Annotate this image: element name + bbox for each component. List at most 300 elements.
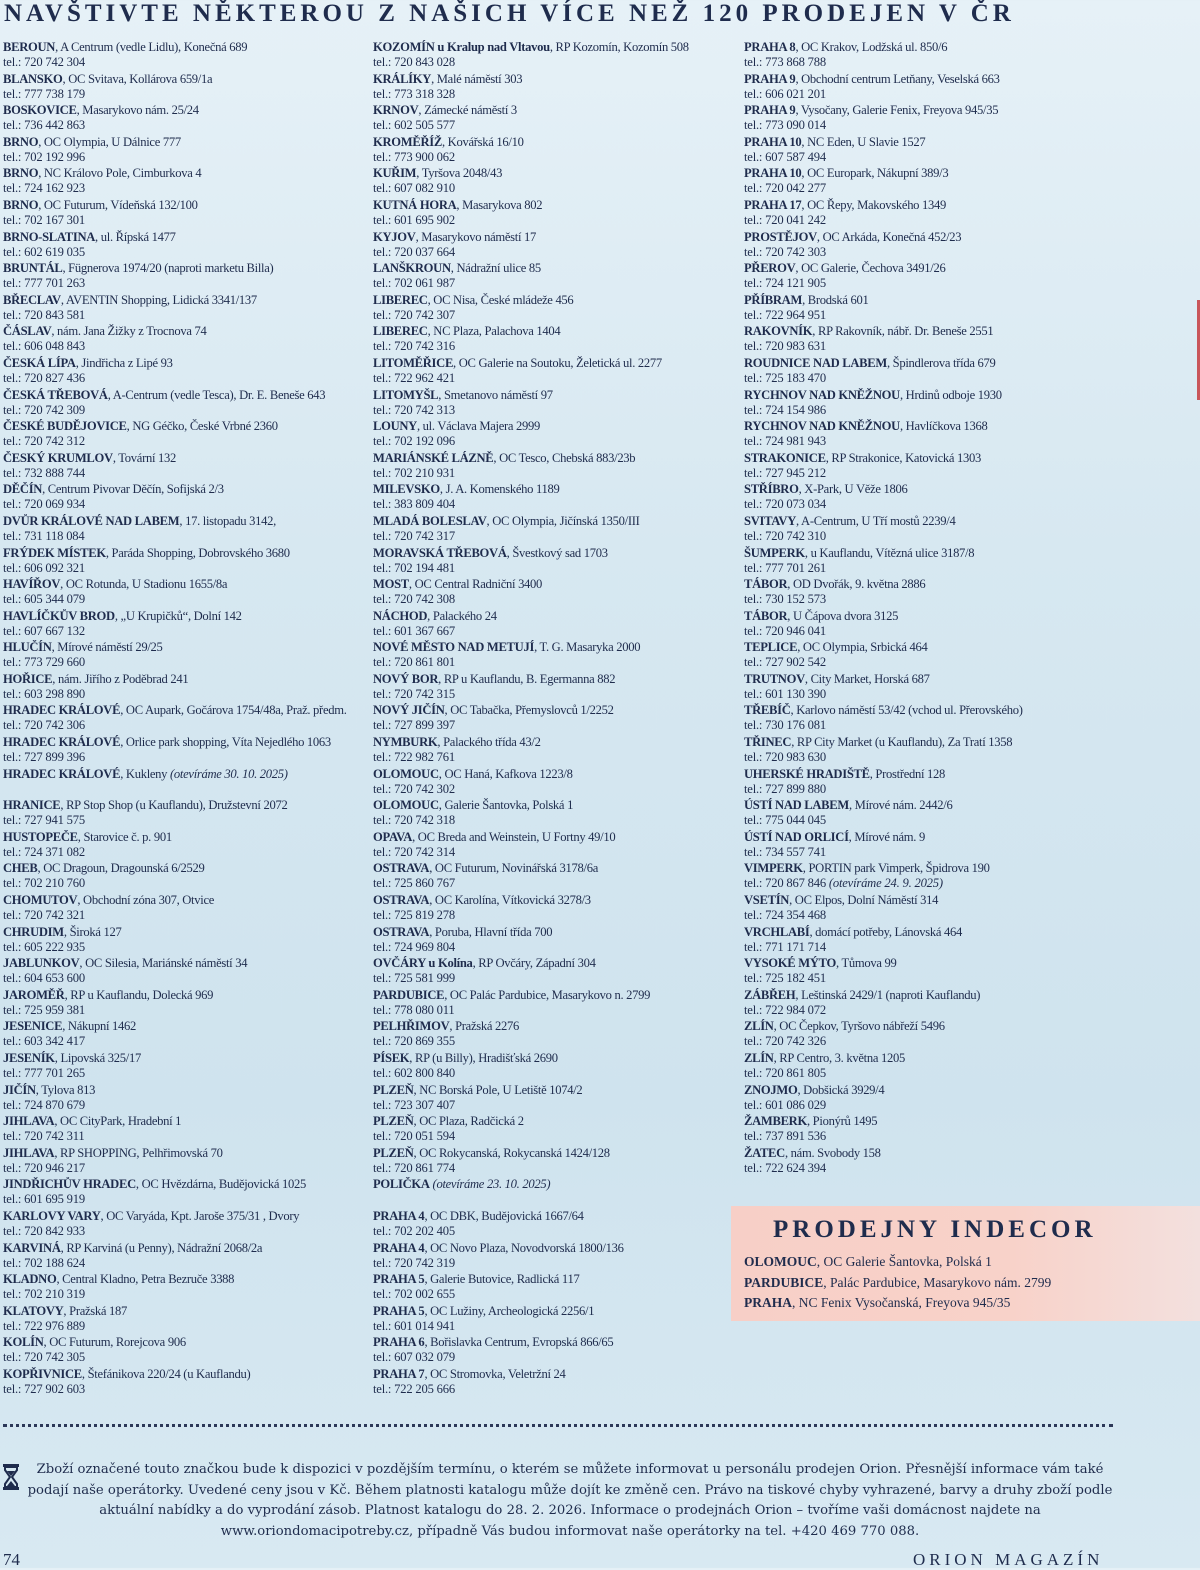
store-city: PRAHA 7 [373, 1366, 425, 1381]
store-name-address [3, 514, 368, 529]
store-name-address [373, 672, 738, 687]
store-entry [3, 135, 368, 167]
store-name-address [373, 1051, 738, 1066]
store-city: TÁBOR [744, 608, 788, 623]
store-entry [744, 640, 1164, 672]
store-address: , Fügnerova 1974/20 (naproti marketu Billa) [62, 261, 274, 276]
store-address: , Masarykovo nám. 25/24 [76, 103, 199, 118]
store-city: OPAVA [373, 829, 413, 844]
store-address: , Havlíčkova 1368 [899, 419, 988, 434]
store-phone [3, 908, 368, 923]
store-entry [744, 482, 1164, 514]
store-phone [744, 1034, 1164, 1049]
store-city: ČESKÝ KRUMLOV [3, 450, 113, 465]
store-phone [3, 466, 368, 481]
store-phone [373, 845, 738, 860]
store-phone-number: tel.: 727 902 603 [3, 1381, 85, 1396]
store-address: , Špindlerova třída 679 [886, 355, 996, 370]
store-city: KARVINÁ [3, 1240, 61, 1255]
store-entry [3, 230, 368, 262]
store-phone-number: tel.: 607 667 132 [3, 623, 85, 638]
store-address: , Švestkový sad 1703 [506, 545, 608, 560]
store-entry [744, 230, 1164, 262]
store-address: , Masarykovo náměstí 17 [415, 229, 537, 244]
store-city: NOVÝ JIČÍN [373, 703, 445, 718]
store-city: KOLÍN [3, 1335, 44, 1350]
store-name-address [3, 293, 368, 308]
page-number: 74 [3, 1550, 20, 1569]
store-city: PRAHA 9 [744, 71, 796, 86]
store-phone [744, 940, 1164, 955]
store-name-address [373, 640, 738, 655]
store-city: LITOMĚŘICE [373, 355, 454, 370]
store-address: , OC Olympia, Srbická 464 [797, 640, 928, 655]
store-city: PLZEŇ [373, 1082, 414, 1097]
store-name-address [373, 1272, 738, 1287]
store-phone [373, 624, 738, 639]
store-phone-number: tel.: 720 861 805 [744, 1066, 826, 1080]
store-city: ÚSTÍ NAD ORLICÍ [744, 829, 849, 844]
store-phone [744, 213, 1164, 228]
store-city: ČESKÁ LÍPA [3, 355, 76, 370]
store-address: , Pražská 2276 [449, 1019, 519, 1034]
store-entry [744, 1114, 1164, 1146]
store-phone-number: tel.: 720 742 303 [744, 244, 826, 259]
store-entry [3, 198, 368, 230]
store-address: , nám. Jiřího z Poděbrad 241 [52, 671, 189, 686]
store-entry [373, 577, 738, 609]
store-address: , Široká 127 [63, 924, 122, 939]
store-name-address [744, 925, 1164, 940]
store-phone [373, 876, 738, 891]
store-entry [744, 925, 1164, 957]
store-phone [373, 782, 738, 797]
store-name-address [373, 103, 738, 118]
store-city: KUŘIM [373, 166, 417, 181]
store-entry [3, 609, 368, 641]
store-name-address [3, 1209, 368, 1224]
store-city: BEROUN [3, 40, 56, 54]
store-name-address [373, 1019, 738, 1034]
store-entry [373, 672, 738, 704]
store-phone [373, 1034, 738, 1049]
store-entry [3, 388, 368, 420]
store-city: HOŘICE [3, 671, 53, 686]
store-name-address [744, 103, 1164, 118]
store-city: ČESKÁ TŘEBOVÁ [3, 387, 108, 402]
store-address: , OC Aupark, Gočárova 1754/48a, Praž. předm. [120, 703, 347, 718]
store-phone-number: tel.: 720 742 309 [3, 402, 85, 417]
store-entry [3, 261, 368, 293]
store-phone [3, 55, 368, 70]
store-address: , OC Futurum, Novinářská 3178/6a [429, 861, 599, 876]
store-phone [373, 466, 738, 481]
store-entry [373, 767, 738, 799]
store-name-address [3, 830, 368, 845]
store-phone-number: tel.: 601 367 667 [373, 623, 455, 638]
store-name-address [744, 988, 1164, 1003]
store-phone [3, 624, 368, 639]
store-name-address [373, 798, 738, 813]
store-phone-number: tel.: 730 152 573 [744, 592, 826, 607]
store-phone [373, 940, 738, 955]
store-city: JESENICE [3, 1019, 63, 1034]
store-name-address [373, 767, 738, 782]
store-entry [744, 293, 1164, 325]
store-entry [744, 166, 1164, 198]
store-entry [744, 956, 1164, 988]
store-phone [3, 561, 368, 576]
store-city: PŘÍBRAM [744, 292, 803, 307]
store-address: , OC Karolína, Vítkovická 3278/3 [429, 893, 591, 908]
store-city: JABLUNKOV [3, 956, 80, 971]
store-phone-number: tel.: 722 205 666 [373, 1381, 455, 1396]
store-phone-number: tel.: 702 002 655 [373, 1287, 455, 1302]
store-phone [373, 971, 738, 986]
store-city: ZLÍN [744, 1019, 774, 1034]
store-address: , OC Elpos, Dolní Náměstí 314 [789, 893, 939, 908]
store-phone [3, 118, 368, 133]
store-phone [3, 1003, 368, 1018]
store-phone-number: tel.: 607 082 910 [373, 181, 455, 196]
store-address: , RP u Kauflandu, B. Egermanna 882 [438, 671, 616, 686]
store-address: , NG Géčko, České Vrbné 2360 [126, 419, 278, 434]
store-name-address [373, 40, 738, 55]
store-phone [373, 55, 738, 70]
store-entry [3, 546, 368, 578]
store-name-address [3, 1083, 368, 1098]
store-phone [3, 940, 368, 955]
store-address: , OC Lužiny, Archeologická 2256/1 [424, 1303, 595, 1318]
store-address: , Smetanovo náměstí 97 [438, 387, 553, 402]
store-phone-number: tel.: 724 162 923 [3, 181, 85, 196]
store-city: DĚČÍN [3, 482, 43, 497]
store-entry [373, 1146, 738, 1178]
store-phone [744, 908, 1164, 923]
store-name-address [373, 956, 738, 971]
store-city: PARDUBICE [373, 987, 445, 1002]
store-phone [373, 750, 738, 765]
store-entry [373, 1272, 738, 1304]
store-phone-number: tel.: 734 557 741 [744, 844, 826, 859]
store-name-address [373, 1146, 738, 1161]
store-address: , OC Novo Plaza, Novodvorská 1800/136 [424, 1240, 624, 1255]
store-city: POLIČKA [373, 1177, 430, 1192]
store-phone-number: tel.: 731 118 084 [3, 528, 85, 543]
store-city: PROSTĚJOV [744, 229, 817, 244]
store-address: , Tůmova 99 [835, 956, 897, 971]
store-name-address [744, 861, 1164, 876]
store-city: PRAHA 6 [373, 1335, 425, 1350]
store-address: , OC Nisa, České mládeže 456 [427, 292, 574, 307]
store-entry [373, 40, 738, 72]
store-phone-number: tel.: 702 188 624 [3, 1255, 85, 1270]
store-entry [373, 546, 738, 578]
store-phone [744, 55, 1164, 70]
store-entry [3, 1241, 368, 1273]
store-phone-number: tel.: 720 742 311 [3, 1129, 85, 1144]
store-address: , Central Kladno, Petra Bezruče 3388 [56, 1272, 235, 1287]
store-name-address [373, 1177, 738, 1192]
store-phone-number: tel.: 727 899 880 [744, 781, 826, 796]
store-entry [373, 356, 738, 388]
store-entry [3, 798, 368, 830]
store-entry [744, 1083, 1164, 1115]
store-phone-number: tel.: 777 701 263 [3, 276, 85, 291]
store-name-address [373, 1241, 738, 1256]
store-phone [3, 308, 368, 323]
store-entry [3, 1209, 368, 1241]
store-city: ZÁBŘEH [744, 987, 796, 1002]
store-phone [744, 118, 1164, 133]
store-phone-number: tel.: 720 742 306 [3, 718, 85, 733]
store-entry [3, 40, 368, 72]
store-phone-number: tel.: 777 738 179 [3, 86, 85, 101]
store-phone [3, 1382, 368, 1397]
store-entry [744, 451, 1164, 483]
store-city: NYMBURK [373, 735, 438, 750]
store-name-address [3, 767, 368, 782]
store-entry [373, 293, 738, 325]
store-address: , OC Krakov, Lodžská ul. 850/6 [795, 40, 948, 54]
store-phone-number: tel.: 602 800 840 [373, 1066, 455, 1080]
store-city: BRNO [3, 166, 39, 181]
store-address: , OC Olympia, U Dálnice 777 [38, 134, 181, 149]
store-phone [3, 339, 368, 354]
store-entry [3, 925, 368, 957]
store-entry [744, 1146, 1164, 1178]
store-name-address [3, 861, 368, 876]
store-entry [3, 767, 368, 799]
store-phone-number: tel.: 720 742 307 [373, 307, 455, 322]
store-phone [373, 655, 738, 670]
store-address: , OC Central Radniční 3400 [408, 577, 543, 592]
store-phone [373, 403, 738, 418]
store-city: UHERSKÉ HRADIŠTĚ [744, 766, 870, 781]
store-entry [3, 830, 368, 862]
store-address: , RP SHOPPING, Pelhřimovská 70 [54, 1145, 223, 1160]
store-phone-number: tel.: 727 941 575 [3, 813, 85, 828]
store-address: , OC Galerie, Čechova 3491/26 [795, 261, 946, 276]
store-city: JIČÍN [3, 1082, 36, 1097]
store-phone-number: tel.: 720 843 028 [373, 55, 455, 69]
store-entry [373, 482, 738, 514]
store-phone-number: tel.: 720 983 631 [744, 339, 826, 354]
store-phone-number: tel.: 773 729 660 [3, 655, 85, 670]
store-entry [744, 356, 1164, 388]
store-city: HAVÍŘOV [3, 577, 61, 592]
store-entry [744, 1019, 1164, 1051]
store-phone-number: tel.: 778 080 011 [373, 1002, 455, 1017]
store-entry [744, 198, 1164, 230]
store-phone [3, 1129, 368, 1144]
store-phone-number: tel.: 720 073 034 [744, 497, 826, 512]
store-entry [373, 640, 738, 672]
store-address: , NC Borská Pole, U Letiště 1074/2 [413, 1082, 583, 1097]
store-phone [744, 150, 1164, 165]
store-phone-number: tel.: 383 809 404 [373, 497, 455, 512]
store-phone [744, 561, 1164, 576]
store-phone [744, 245, 1164, 260]
store-phone [373, 1382, 738, 1397]
store-entry [373, 103, 738, 135]
store-name-address [373, 925, 738, 940]
store-name-address [3, 482, 368, 497]
store-phone-number: tel.: 702 192 996 [3, 149, 85, 164]
store-name-address [744, 798, 1164, 813]
store-phone-number: tel.: 732 888 744 [3, 465, 85, 480]
store-phone-number: tel.: 771 171 714 [744, 939, 826, 954]
store-city: VRCHLABÍ [744, 924, 810, 939]
store-city: TÁBOR [744, 577, 788, 592]
store-phone-number: tel.: 606 092 321 [3, 560, 85, 575]
store-address: , Prostřední 128 [869, 766, 946, 781]
store-phone [373, 1003, 738, 1018]
store-phone-number: tel.: 722 984 072 [744, 1002, 826, 1017]
store-phone-number: tel.: 720 827 436 [3, 370, 85, 385]
store-phone-number: tel.: 727 902 542 [744, 655, 826, 670]
store-city: KRÁLÍKY [373, 71, 432, 86]
store-entry [373, 988, 738, 1020]
store-entry [373, 1083, 738, 1115]
store-phone [3, 1256, 368, 1271]
store-name-address [744, 261, 1164, 276]
store-city: JESENÍK [3, 1051, 55, 1065]
store-address: , Mírové náměstí 29/25 [51, 640, 163, 655]
store-address: , Brodská 601 [802, 292, 869, 307]
store-phone-number: tel.: 702 194 481 [373, 560, 455, 575]
store-address: , J. A. Komenského 1189 [439, 482, 560, 497]
store-phone [744, 276, 1164, 291]
store-phone-number: tel.: 607 587 494 [744, 149, 826, 164]
store-city: JIHLAVA [3, 1114, 55, 1129]
store-address: , OC Řepy, Makovského 1349 [801, 197, 947, 212]
store-name-address [3, 893, 368, 908]
store-name-address [373, 230, 738, 245]
store-address: , Štefánikova 220/24 (u Kauflandu) [81, 1366, 251, 1381]
store-name-address [3, 577, 368, 592]
store-phone-number: tel.: 702 210 319 [3, 1287, 85, 1302]
store-phone-number: tel.: 775 044 045 [744, 813, 826, 828]
store-phone [744, 813, 1164, 828]
store-address: , „U Krupičků“, Dolní 142 [114, 608, 242, 623]
store-city: PRAHA 8 [744, 40, 796, 54]
store-address: , OC Tesco, Chebská 883/23b [493, 450, 636, 465]
store-address: , NC Královo Pole, Cimburkova 4 [38, 166, 202, 181]
store-entry [373, 798, 738, 830]
store-city: BRNO-SLATINA [3, 229, 96, 244]
store-phone [3, 245, 368, 260]
store-phone [744, 308, 1164, 323]
opening-note: (otevíráme 23. 10. 2025) [432, 1177, 551, 1192]
store-name-address [744, 1019, 1164, 1034]
store-name-address [744, 324, 1164, 339]
store-entry [373, 1241, 738, 1273]
store-entry [744, 40, 1164, 72]
store-phone-number: tel.: 702 192 096 [373, 434, 455, 449]
store-name-address [744, 767, 1164, 782]
store-name-address [3, 925, 368, 940]
store-phone-number: tel.: 720 861 774 [373, 1160, 455, 1175]
store-address: , OC Silesia, Mariánské náměstí 34 [79, 956, 248, 971]
store-address: , OC Hvězdárna, Budějovická 1025 [135, 1177, 307, 1192]
store-phone-number: tel.: 773 318 328 [373, 86, 455, 101]
store-entry [373, 1335, 738, 1367]
store-phone-number: tel.: 773 090 014 [744, 118, 826, 133]
store-address: , OC Tabačka, Přemyslovců 1/2252 [444, 703, 614, 718]
store-city: KROMĚŘÍŽ [373, 134, 442, 149]
store-entry [3, 703, 368, 735]
store-phone-number: tel.: 736 442 863 [3, 118, 85, 133]
store-name-address [373, 514, 738, 529]
store-phone [373, 1287, 738, 1302]
store-city: LITOMYŠL [373, 387, 439, 402]
store-entry [744, 988, 1164, 1020]
store-column-2 [373, 40, 738, 1399]
store-phone [373, 561, 738, 576]
store-address: , nám. Jana Žižky z Trocnova 74 [51, 324, 207, 339]
store-name-address [373, 988, 738, 1003]
store-entry [744, 261, 1164, 293]
store-address: , Starovice č. p. 901 [77, 829, 172, 844]
store-name-address [373, 1304, 738, 1319]
store-name-address [744, 135, 1164, 150]
store-phone [744, 655, 1164, 670]
indecor-list [744, 1252, 1051, 1314]
store-address: , Tylova 813 [35, 1082, 96, 1097]
store-name-address [744, 640, 1164, 655]
store-phone-number: tel.: 720 051 594 [373, 1129, 455, 1144]
store-city: PŘEROV [744, 261, 796, 276]
store-address: , PORTIN park Vimperk, Špidrova 190 [802, 861, 990, 876]
store-entry [3, 72, 368, 104]
store-city: HRADEC KRÁLOVÉ [3, 735, 121, 750]
store-name-address [373, 451, 738, 466]
store-phone-number: tel.: 606 021 201 [744, 86, 826, 101]
store-address: , NC Eden, U Slavie 1527 [801, 134, 926, 149]
store-address: , Lipovská 325/17 [54, 1051, 141, 1065]
store-name-address [373, 893, 738, 908]
store-entry [744, 735, 1164, 767]
store-phone [744, 1129, 1164, 1144]
store-entry [373, 1114, 738, 1146]
store-city: OSTRAVA [373, 924, 430, 939]
store-address: , AVENTIN Shopping, Lidická 3341/137 [60, 292, 257, 307]
store-name-address [3, 1335, 368, 1350]
store-name-address [373, 577, 738, 592]
store-phone-number: tel.: 601 086 029 [744, 1097, 826, 1112]
store-name-address [3, 1304, 368, 1319]
store-phone-number: tel.: 722 964 951 [744, 307, 826, 322]
store-name-address [744, 293, 1164, 308]
store-address: , RP u Kauflandu, Dolecká 969 [64, 987, 214, 1002]
store-phone-number: tel.: 720 742 308 [373, 592, 455, 607]
store-city: BRNO [3, 134, 39, 149]
store-phone-number: tel.: 702 210 760 [3, 876, 85, 891]
store-city: PLZEŇ [373, 1145, 414, 1160]
footnote-text: Zboží označené touto značkou bude k dispozici v pozdějším termínu, o kterém se můžete informovat u personálu prodejen Orion. Přesnější informace vám také podají naše operátorky. Uvedené ceny jsou v Kč. Během platnosti katalogu může dojít ke změně cen. Právo na tiskové chyby vyhrazené, barvy a druhy zboží podle aktuální nabídky a do vyprodání zásob. Platnost katalogu do 28. 2. 2026. Informace o prodejnách Orion – tvoříme vaši domácnost najdete na www.oriondomacipotreby.cz, případně Vás budou informovat naše operátorky na tel. +420 469 770 088. [27, 1462, 1113, 1539]
store-name-address [373, 198, 738, 213]
store-entry [3, 735, 368, 767]
store-entry [3, 1335, 368, 1367]
store-city: KLADNO [3, 1272, 57, 1287]
store-entry [744, 388, 1164, 420]
store-name-address [373, 861, 738, 876]
store-name-address [744, 166, 1164, 181]
store-address: , OC Olympia, Jičínská 1350/III [486, 513, 640, 528]
store-city: SVITAVY [744, 513, 797, 528]
store-city: MORAVSKÁ TŘEBOVÁ [373, 545, 507, 560]
